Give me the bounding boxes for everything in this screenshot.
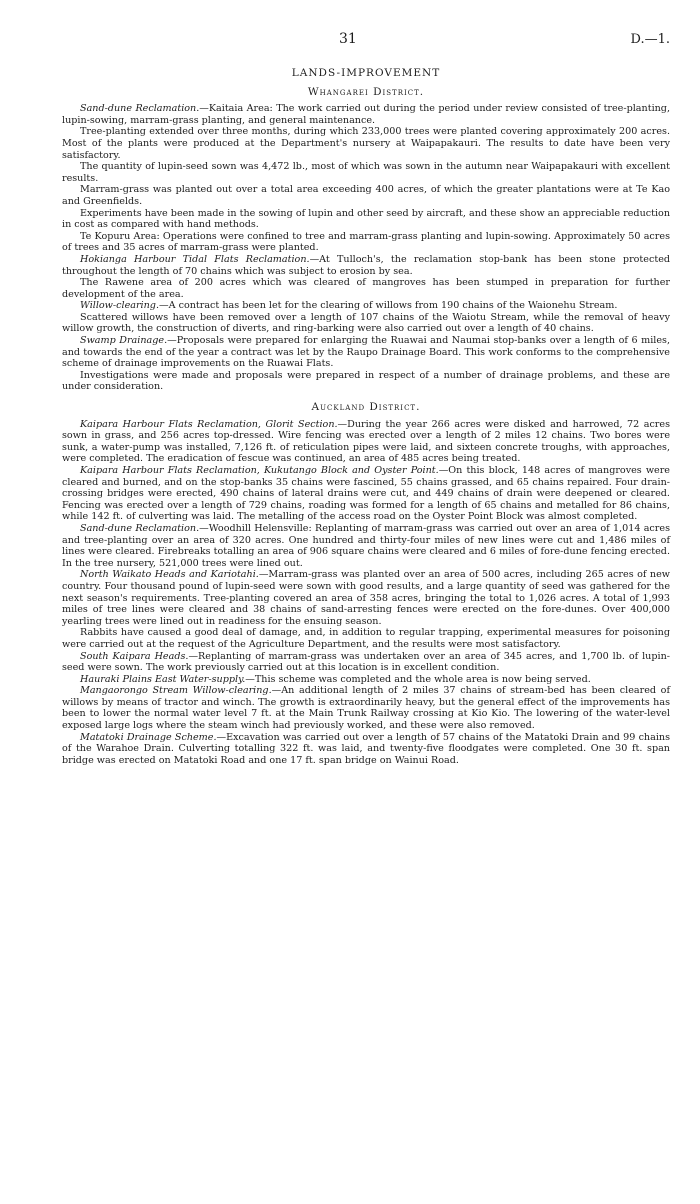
paragraph-text: —Proposals were prepared for enlarging the Ruawai and Naumai stop-banks over a length of 6 miles, and towards the end of the year a contract was let by the Raupo Drainage Board. This work conforms to the comprehensive scheme of drainage improvements on the Ruawai Flats. xyxy=(62,335,670,370)
page-title: LANDS-IMPROVEMENT xyxy=(291,67,441,79)
paragraph-lead: Hauraki Plains East Water-supply. xyxy=(80,673,246,685)
section-heading-auckland: Auckland District. xyxy=(311,401,421,414)
paragraph xyxy=(62,103,670,126)
section-body-auckland xyxy=(62,419,670,767)
paragraph-text: —Marram-grass was planted over an area of 500 acres, including 265 acres of new country. Four thousand pound of lupin-seed were sown with good results, and a large quantity of seed was gathered for the next season's requirements. Tree-planting covered an area of 358 acres, bringing the total to 1,026 acres. A total of 1,993 miles of tree lines were cleared and 38 chains of sand-arresting fences were erected on the fore-dunes. Over 400,000 yearling trees were lined out in readiness for the ensuing season. xyxy=(62,569,671,627)
paragraph xyxy=(62,732,670,767)
paragraph-text: —Kaitaia Area: The work carried out during the period under review consisted of tree-planting, lupin-sowing, marram-grass planting, and general maintenance. xyxy=(62,103,671,126)
paragraph-text: —Woodhill Helensville: Replanting of marram-grass was carried out over an area of 1,014 acres and tree-planting over an area of 320 acres. One hundred and thirty-four miles of new lines were cut and 1,486 miles of lines were cleared. Firebreaks totalling an area of 906 square chains were cleared and 6 miles of fore-dune fencing erected. In the tree nursery, 521,000 trees were lined out. xyxy=(62,522,670,569)
paragraph xyxy=(62,335,670,370)
paragraph-text: —Excavation was carried out over a length of 57 chains of the Matatoki Drain and 99 chains of the Warahoe Drain. Culverting totalling 322 ft. was laid, and twenty-five floodgates were completed. One 30 ft. span bridge was erected on Matatoki Road and one 17 ft. span bridge on Wainui Road. xyxy=(62,731,671,766)
paragraph-text: Rabbits have caused a good deal of damage, and, in addition to regular trapping, experimental measures for poisoning were carried out at the request of the Agriculture Department, and the results were most satisfactory. xyxy=(62,627,670,650)
paragraph xyxy=(62,627,670,650)
section-heading-whangarei: Whangarei District. xyxy=(307,85,425,98)
paragraph xyxy=(62,569,670,627)
paragraph xyxy=(62,126,670,161)
paragraph xyxy=(62,161,670,184)
paragraph-lead: North Waikato Heads and Kariotahi. xyxy=(80,569,259,581)
paragraph-lead: South Kaipara Heads. xyxy=(80,650,189,662)
paragraph-text: The quantity of lupin-seed sown was 4,472 lb., most of which was sown in the autumn near Waipapakauri with excellent results. xyxy=(62,161,670,184)
section-body-whangarei xyxy=(62,103,670,393)
paragraph xyxy=(62,685,670,731)
paragraph-text: —At Tulloch's, the reclamation stop-bank has been stone protected throughout the length of 70 chains which was subject to erosion by sea. xyxy=(62,253,671,277)
paragraph-text: Investigations were made and proposals were prepared in respect of a number of drainage problems, and these are under consideration. xyxy=(62,369,670,393)
paragraph-text: Scattered willows have been removed over a length of 107 chains of the Waiotu Stream, while the removal of heavy willow growth, the construction of diverts, and ring-barking were also carried out over a length of 40 chains. xyxy=(62,311,670,335)
paragraph-lead: Mangaorongo Stream Willow-clearing. xyxy=(80,685,272,697)
paragraph xyxy=(62,254,670,277)
paragraph xyxy=(62,674,670,686)
page-header xyxy=(62,31,670,50)
paragraph-lead: Swamp Drainage. xyxy=(80,335,168,347)
paragraph-text: —Replanting of marram-grass was undertaken over an area of 345 acres, and 1,700 lb. of lupin-seed were sown. The work previously carried out at this location is in excellent condition. xyxy=(62,650,670,674)
paragraph xyxy=(62,465,670,523)
paragraph-lead: Kaipara Harbour Flats Reclamation, Kukutango Block and Oyster Point. xyxy=(80,465,439,476)
paragraph-text: —A contract has been let for the clearing of willows from 190 chains of the Waionehu Stream. xyxy=(159,300,618,312)
paragraph-lead: Hokianga Harbour Tidal Flats Reclamation. xyxy=(80,253,310,265)
paragraph xyxy=(62,231,670,254)
paragraph-lead: Sand-dune Reclamation. xyxy=(80,103,200,115)
paragraph-lead: Sand-dune Reclamation. xyxy=(80,522,200,534)
paragraph xyxy=(62,370,670,393)
paragraph-lead: Matatoki Drainage Scheme. xyxy=(80,731,217,743)
paragraph xyxy=(62,651,670,674)
paragraph-text: Tree-planting extended over three months, during which 233,000 trees were planted covering approximately 200 acres. Most of the plants were produced at the Department's nursery at Waipapakauri. The results to date have been very satisfactory. xyxy=(62,126,670,161)
paragraph xyxy=(62,300,670,312)
paragraph-text: The Rawene area of 200 acres which was cleared of mangroves has been stumped in preparation for further development of the area. xyxy=(62,277,670,300)
paragraph xyxy=(62,277,670,300)
paragraph-text: —This scheme was completed and the whole area is now being served. xyxy=(245,673,591,685)
paragraph xyxy=(62,184,670,207)
paragraph-text: Experiments have been made in the sowing of lupin and other seed by aircraft, and these show an appreciable reduction in cost as compared with hand methods. xyxy=(62,207,670,231)
paragraph xyxy=(62,208,670,231)
paragraph xyxy=(62,523,670,569)
paragraph-text: —During the year 266 acres were disked and harrowed, 72 acres sown in grass, and 256 acres top-dressed. Wire fencing was erected over a length of 2 miles 12 chains. Two bores were sunk, a water-pump was installed, 7,126 ft. of reticulation pipes were laid, and sixteen concrete troughs, with approaches, were completed. The eradication of fescue was continued, an area of 485 acres being treated. xyxy=(62,418,670,465)
paragraph-text: Marram-grass was planted out over a total area exceeding 400 acres, of which the greater plantations were at Te Kao and Greenfields. xyxy=(62,184,670,207)
page-number: 31 xyxy=(339,31,357,47)
paragraph xyxy=(62,312,670,335)
paragraph-lead: Willow-clearing. xyxy=(80,300,159,312)
document-reference: D.—1. xyxy=(630,32,670,47)
paragraph-lead: Kaipara Harbour Flats Reclamation, Glorit Section. xyxy=(80,418,338,430)
paragraph-text: —An additional length of 2 miles 37 chains of stream-bed has been cleared of willows by means of tractor and winch. The growth is extraordinarily heavy, but the general effect of the improvements has been to lower the normal water level 7 ft. at the Main Trunk Railway crossing at Kio Kio. The lowering of the water-level exposed large logs where the steam winch had previously worked, and these were also removed. xyxy=(62,685,670,732)
paragraph xyxy=(62,419,670,465)
paragraph-text: —On this block, 148 acres of mangroves were cleared and burned, and on the stop-banks 35 chains were fascined, 55 chains grassed, and 65 chains repaired. Four drain-crossing bridges were erected, 490 chains of lateral drains were cut, and 449 chains of drain were deepened or cleared. Fencing was erected over a length of 729 chains, roading was formed for a length of 65 chains and metalled for 86 chains, while 142 ft. of culverting was laid. The metalling of the access road on the Oyster Point Block was almost completed. xyxy=(62,465,670,523)
paragraph-text: Te Kopuru Area: Operations were confined to tree and marram-grass planting and lupin-sowing. Approximately 50 acres of trees and 35 acres of marram-grass were planted. xyxy=(62,230,670,254)
